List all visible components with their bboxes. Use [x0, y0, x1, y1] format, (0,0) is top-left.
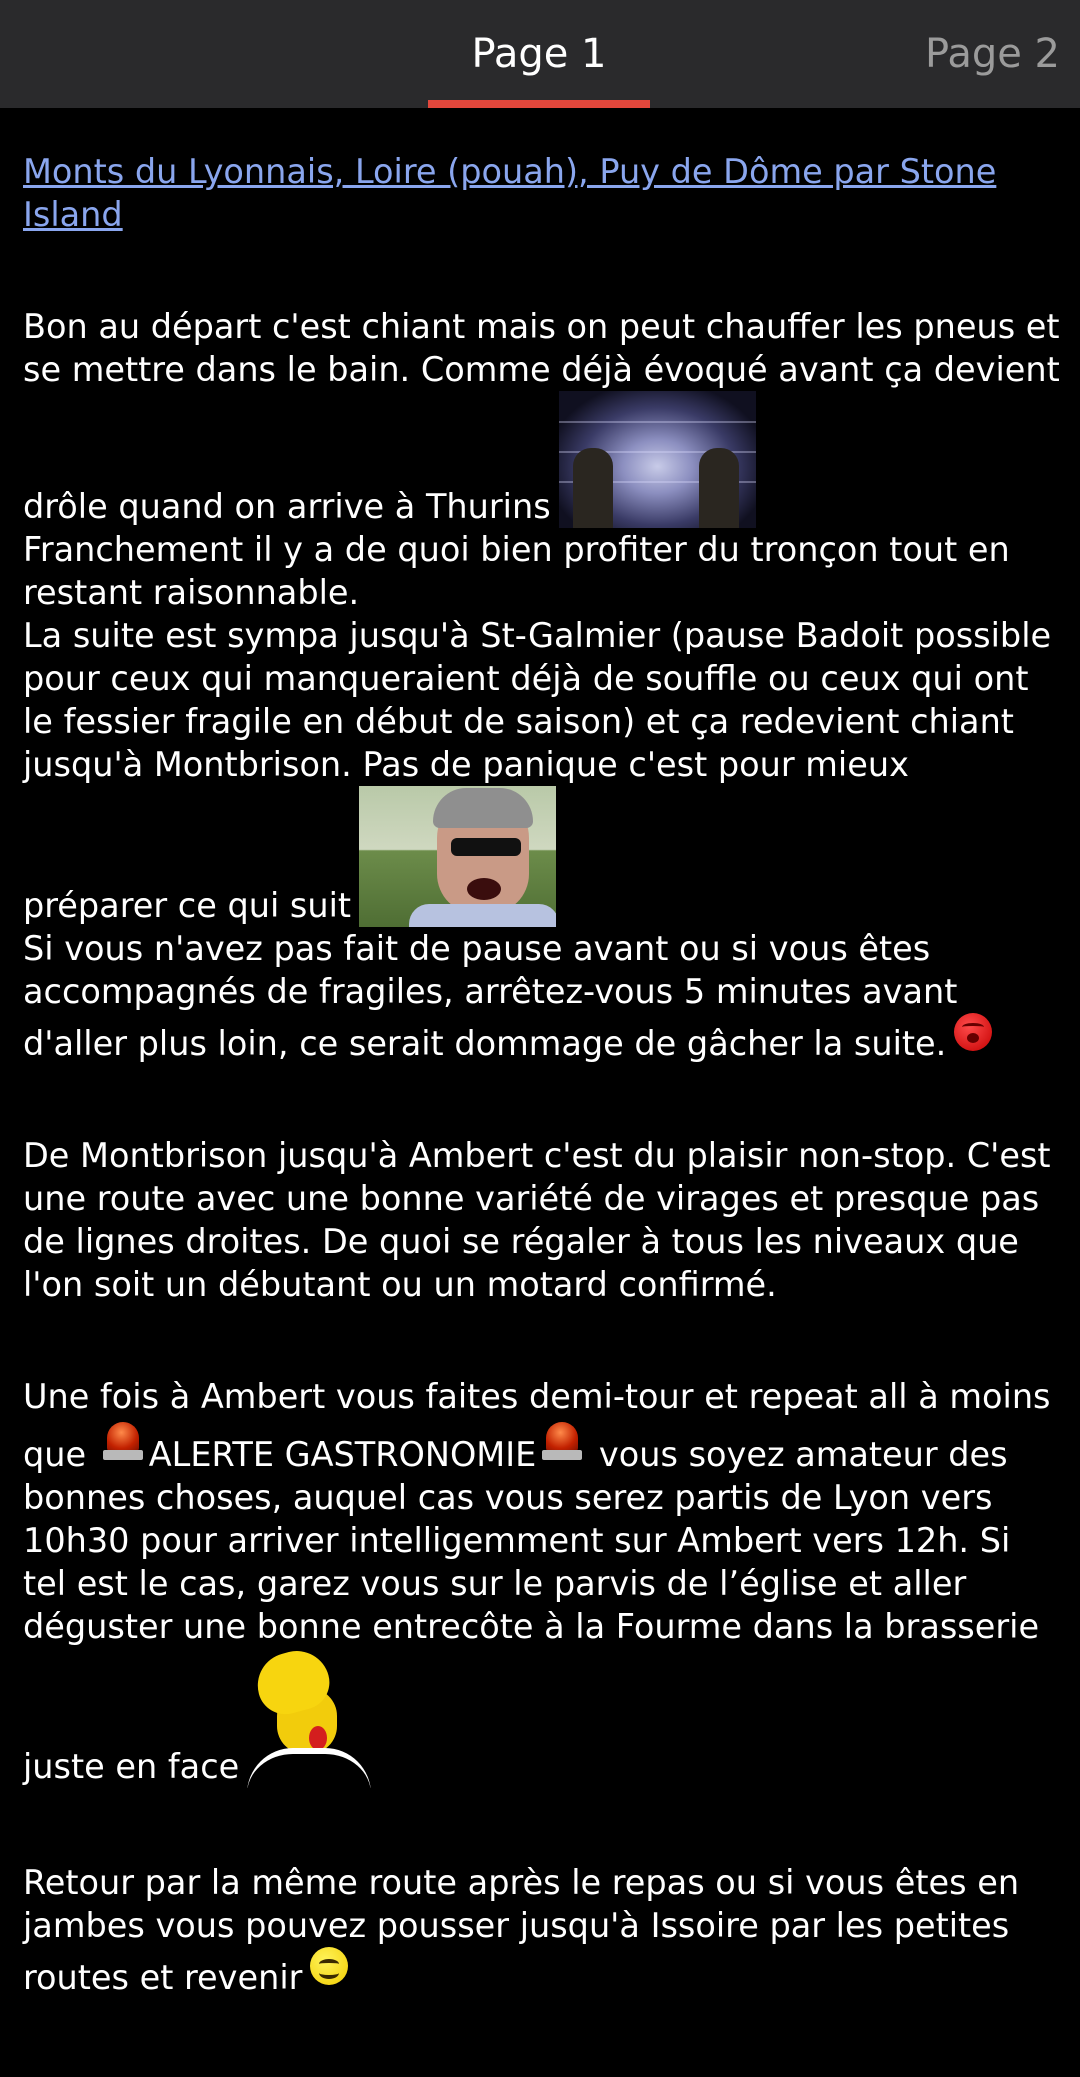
post-content: [23, 150, 1063, 1999]
paragraph-3-text-a: Une fois à Ambert vous faites demi-tour et repeat all à moins que: [23, 1377, 1051, 1474]
active-tab-indicator: [428, 100, 650, 108]
tab-bar: [0, 0, 1080, 108]
paragraph-3: [23, 1375, 1063, 1788]
paragraph-3-text-b: vous soyez amateur des bonnes choses, auquel cas vous serez partis de Lyon vers 10h30 pour arriver intelligemment sur Ambert vers 12h. Si tel est le cas, garez vous sur le parvis de l’église et aller déguster une bonne entrecôte à la Fourme dans la brasserie juste en face: [23, 1435, 1040, 1786]
siren-icon: [540, 1418, 584, 1462]
post-title-link[interactable]: Monts du Lyonnais, Loire (pouah), Puy de Dôme par Stone Island: [23, 152, 997, 234]
paragraph-2: De Montbrison jusqu'à Ambert c'est du plaisir non-stop. C'est une route avec une bonne variété de virages et presque pas de lignes droites. De quoi se régaler à tous les niveaux que l'on soit un débutant ou un motard confirmé.: [23, 1136, 1051, 1304]
paragraph-1-text-c: La suite est sympa jusqu'à St-Galmier (pause Badoit possible pour ceux qui manqueraient déjà de souffle ou ceux qui ont le fessier fragile en début de saison) et ça redevient chiant jusqu'à Montbrison. Pas de panique c'est pour mieux préparer ce qui suit: [23, 616, 1052, 925]
tab-page-1[interactable]: Page 1: [471, 31, 607, 77]
spacer: [23, 236, 1063, 305]
smile-icon: [310, 1947, 348, 1985]
tab-page-2[interactable]: Page 2: [925, 31, 1060, 77]
paragraph-4-text: Retour par la même route après le repas ou si vous êtes en jambes vous pouvez pousser jusqu'à Issoire par les petites routes et revenir: [23, 1863, 1020, 1997]
spacer: [23, 1065, 1063, 1134]
paragraph-4: [23, 1861, 1063, 1999]
siren-icon: [101, 1418, 145, 1462]
clarkson-reaction-image: [359, 786, 556, 927]
homer-drooling-image: [247, 1648, 371, 1788]
angry-smiley-icon: [954, 1013, 992, 1051]
paragraph-1-text-a: Bon au départ c'est chiant mais on peut chauffer les pneus et se mettre dans le bain. Comme déjà évoqué avant ça devient drôle quand on arrive à Thurins: [23, 307, 1060, 526]
millennium-falcon-cockpit-image: [559, 391, 756, 528]
paragraph-1-text-b: Franchement il y a de quoi bien profiter du tronçon tout en restant raisonnable.: [23, 530, 1010, 612]
alert-text: ALERTE GASTRONOMIE: [148, 1435, 537, 1474]
paragraph-1: [23, 305, 1063, 1065]
spacer: [23, 1788, 1063, 1861]
paragraph-1-text-d: Si vous n'avez pas fait de pause avant ou si vous êtes accompagnés de fragiles, arrêtez-vous 5 minutes avant d'aller plus loin, ce serait dommage de gâcher la suite.: [23, 929, 958, 1063]
spacer: [23, 1306, 1063, 1375]
